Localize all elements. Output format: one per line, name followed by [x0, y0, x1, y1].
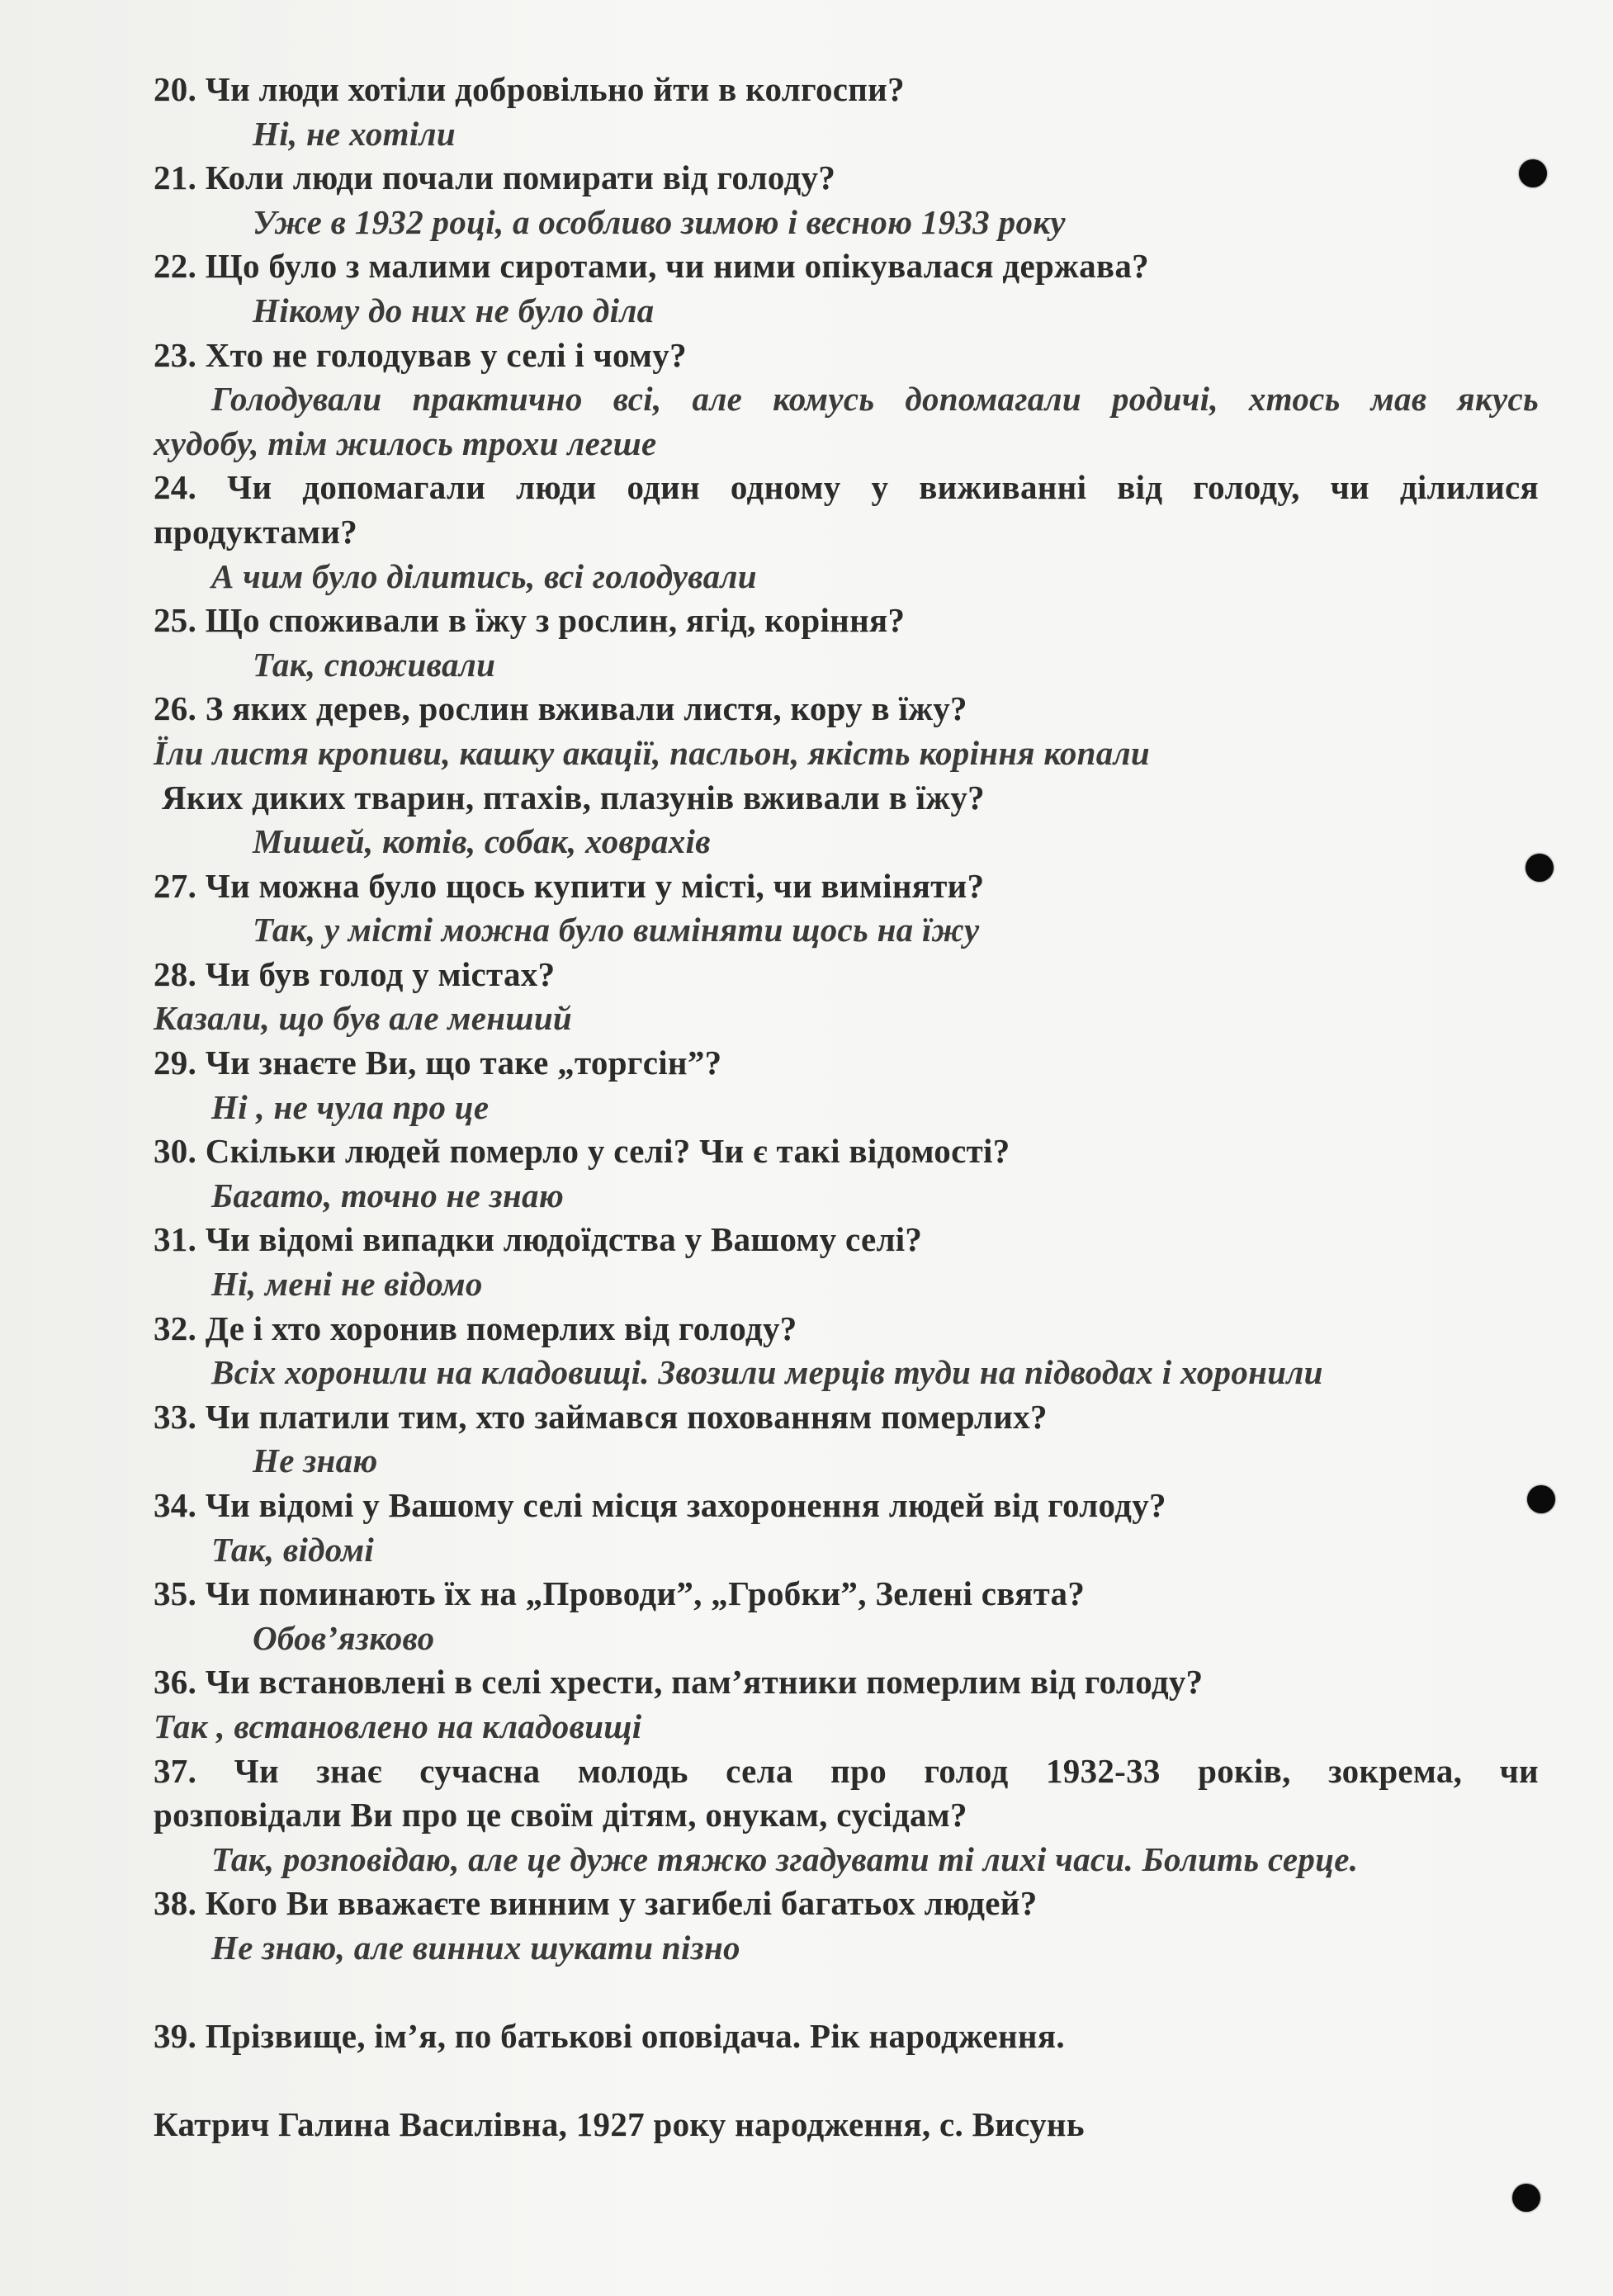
answer-28: Казали, що був але менший	[154, 999, 573, 1038]
answer-35: Обов’язково	[253, 1618, 435, 1657]
answer-23-line-2: худобу, тім жилось трохи легше	[154, 424, 657, 462]
question-33: 33. Чи платили тим, хто займався похованням померлих?	[154, 1397, 1048, 1436]
answer-26: Їли листя кропиви, кашку акації, пасльон, якість коріння копали	[154, 733, 1151, 772]
question-30: 30. Скільки людей померло у селі? Чи є такі відомості?	[154, 1132, 1010, 1171]
question-38: 38. Кого Ви вважаєте винним у загибелі багатьох людей?	[154, 1884, 1038, 1923]
answer-37: Так, розповідаю, але це дуже тяжко згадувати ті лихі часи. Болить серце.	[211, 1839, 1359, 1878]
question-27: 27. Чи можна було щось купити у місті, чи виміняти?	[154, 866, 985, 905]
question-29: 29. Чи знаєте Ви, що таке „торгсін”?	[154, 1044, 722, 1082]
question-24-line-2: продуктами?	[154, 512, 358, 551]
answer-33: Не знаю	[253, 1442, 378, 1480]
question-37-line-2: розповідали Ви про це своїм дітям, онукам, сусідам?	[154, 1796, 967, 1834]
question-20: 20. Чи люди хотіли добровільно йти в колгоспи?	[154, 70, 905, 108]
answer-38: Не знаю, але винних шукати пізно	[211, 1928, 740, 1967]
question-25: 25. Що споживали в їжу з рослин, ягід, коріння?	[154, 601, 906, 640]
question-35: 35. Чи поминають їх на „Проводи”, „Гробки”, Зелені свята?	[154, 1574, 1086, 1613]
question-24-line-1: 24. Чи допомагали люди один одному у виживанні від голоду, чи ділилися	[154, 468, 1539, 507]
question-31: 31. Чи відомі випадки людоїдства у Вашому селі?	[154, 1220, 923, 1259]
question-32: 32. Де і хто хоронив померлих від голоду?	[154, 1309, 797, 1347]
answer-34: Так, відомі	[211, 1530, 375, 1569]
question-37-line-1: 37. Чи знає сучасна молодь села про голод 1932-33 років, зокрема, чи	[154, 1751, 1539, 1790]
answer-24: А чим було ділитись, всі голодували	[211, 556, 757, 595]
answer-25: Так, споживали	[253, 645, 496, 684]
question-26: 26. З яких дерев, рослин вживали листя, кору в їжу?	[154, 689, 967, 728]
answer-32: Всіх хоронили на кладовищі. Звозили мерців туди на підводах і хоронили	[211, 1353, 1323, 1392]
answer-20: Ні, не хотіли	[253, 114, 456, 153]
answer-22: Нікому до них не було діла	[253, 291, 655, 329]
questionnaire	[154, 68, 1539, 2147]
answer-36: Так , встановлено на кладовищі	[154, 1707, 642, 1745]
question-34: 34. Чи відомі у Вашому селі місця захоронення людей від голоду?	[154, 1486, 1166, 1524]
question-39: 39. Прізвище, ім’я, по батькові оповідача. Рік народження.	[154, 2017, 1065, 2056]
question-21: 21. Коли люди почали помирати від голоду?	[154, 159, 836, 197]
spacer	[154, 1971, 1539, 2015]
answer-29: Ні , не чула про це	[211, 1087, 490, 1126]
punch-hole	[1512, 2184, 1540, 2212]
spacer	[154, 2059, 1539, 2104]
question-23: 23. Хто не голодував у селі і чому?	[154, 335, 687, 374]
question-28: 28. Чи був голод у містах?	[154, 954, 556, 993]
answer-21: Уже в 1932 році, а особливо зимою і весною 1933 року	[253, 202, 1066, 241]
question-26-sub: Яких диких тварин, птахів, плазунів вживали в їжу?	[162, 778, 985, 817]
answer-30: Багато, точно не знаю	[211, 1176, 565, 1214]
answer-27: Так, у місті можна було виміняти щось на їжу	[253, 911, 980, 949]
answer-26-sub: Мишей, котів, собак, ховрахів	[253, 822, 711, 861]
question-22: 22. Що було з малими сиротами, чи ними опікувалася держава?	[154, 247, 1149, 286]
answer-31: Ні, мені не відомо	[211, 1265, 483, 1304]
narrator-info: Катрич Галина Василівна, 1927 року народження, с. Висунь	[154, 2105, 1085, 2144]
question-36: 36. Чи встановлені в селі хрести, пам’ятники померлим від голоду?	[154, 1663, 1204, 1702]
answer-23-line-1: Голодували практично всі, але комусь допомагали родичі, хтось мав якусь	[211, 380, 1539, 419]
